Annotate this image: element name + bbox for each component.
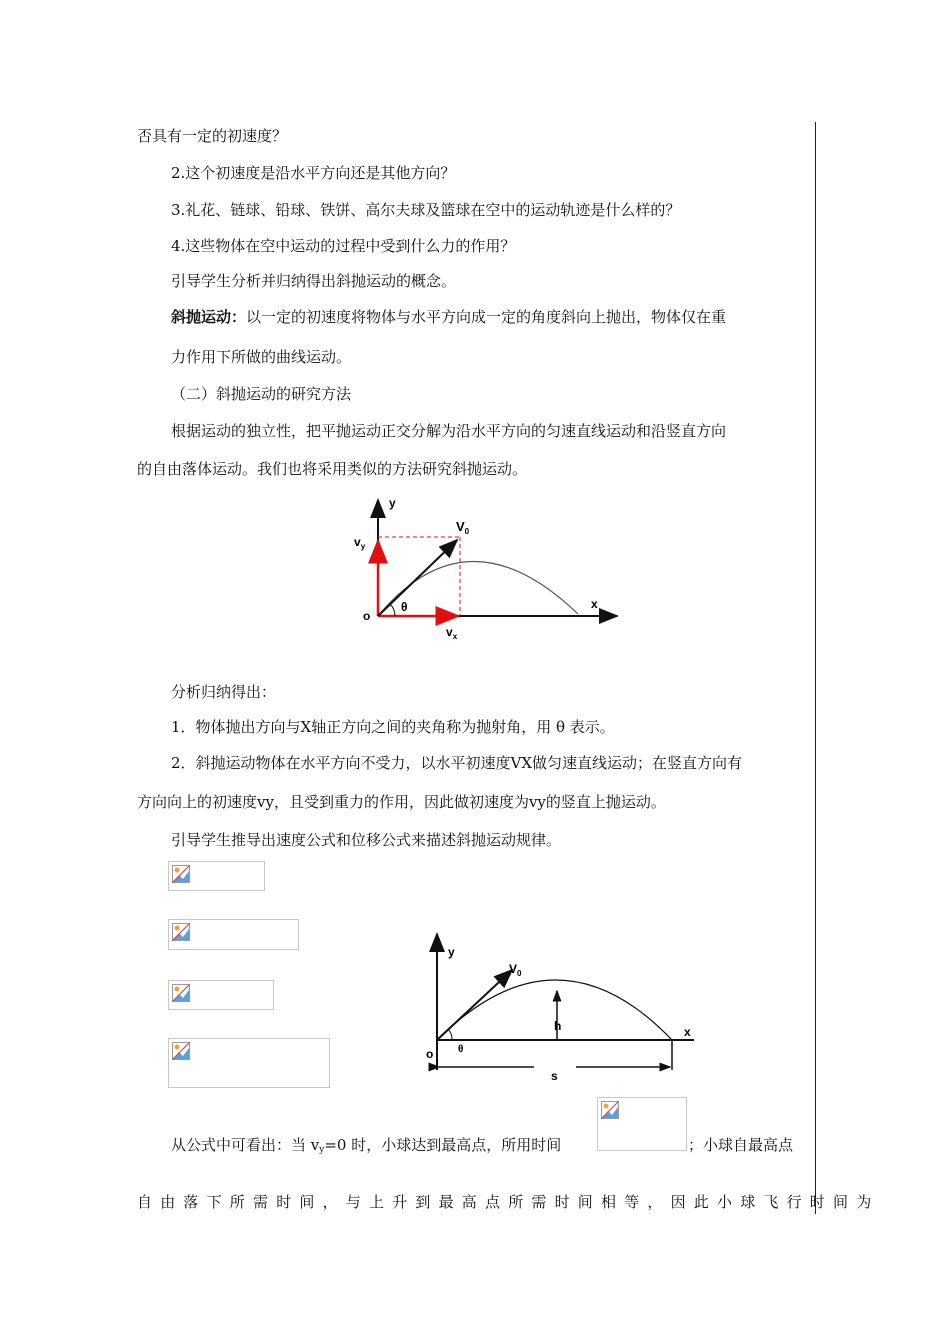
v0-arrow	[378, 540, 457, 616]
x-axis-label: x	[684, 1025, 691, 1039]
broken-image-icon	[172, 1042, 190, 1060]
theta-label: θ	[401, 600, 408, 614]
broken-image-icon	[172, 865, 190, 883]
origin-label: o	[363, 609, 371, 623]
paragraph-conclusion-tail: ；小球自最高点	[688, 1136, 794, 1154]
paragraph-conclusion: 从公式中可看出：当 $v_y=0$ 时，小球达到最高点，所用时间	[171, 1136, 562, 1155]
paragraph-method-2: 的自由落体运动。我们也将采用类似的方法研究斜抛运动。	[137, 460, 528, 478]
broken-image-icon	[601, 1101, 619, 1119]
x-axis-label: x	[591, 597, 598, 611]
paragraph-flight-time: 自由落下所需时间，与上升到最高点所需时间相等，因此小球飞行时间为	[137, 1193, 880, 1211]
theta-label: θ	[458, 1044, 464, 1055]
formula-image-4	[168, 1038, 330, 1088]
paragraph-method-1: 根据运动的独立性，把平抛运动正交分解为沿水平方向的匀速直线运动和沿竖直方向	[171, 422, 727, 440]
y-axis-label: y	[448, 945, 455, 959]
item-2-continued: 方向向上的初速度vy，且受到重力的作用，因此做初速度为vy的竖直上抛运动。	[137, 793, 666, 811]
broken-image-icon	[172, 984, 190, 1002]
definition-continued: 力作用下所做的曲线运动。	[171, 348, 352, 366]
question-2: 2.这个初速度是沿水平方向还是其他方向？	[171, 164, 456, 182]
definition	[171, 307, 726, 327]
formula-image-1	[168, 861, 265, 891]
broken-image-icon	[172, 923, 190, 941]
paragraph-guide: 引导学生分析并归纳得出斜抛运动的概念。	[171, 272, 457, 290]
definition-term: 斜抛运动：	[171, 308, 247, 326]
table-border-right	[815, 122, 816, 1214]
paragraph-1: 否具有一定的初速度？	[137, 127, 288, 145]
vx-label: $v_x$	[446, 625, 458, 641]
y-axis-label: y	[389, 496, 396, 510]
vy-label: $v_y$	[354, 535, 366, 551]
item-2: 2．斜抛运动物体在水平方向不受力，以水平初速度VX做匀速直线运动；在竖直方向有	[171, 754, 743, 772]
v0-label: $V_0$	[456, 519, 470, 536]
height-label: h	[554, 1019, 562, 1033]
question-4: 4.这些物体在空中运动的过程中受到什么力的作用？	[171, 237, 516, 255]
section-heading: （二）斜抛运动的研究方法	[171, 385, 352, 403]
trajectory-curve	[378, 561, 578, 616]
item-1: 1．物体抛出方向与X轴正方向之间的夹角称为抛射角，用 θ 表示。	[171, 718, 615, 736]
range-label: s	[551, 1069, 558, 1083]
theta-arc	[448, 1029, 452, 1040]
figure-projectile-trajectory	[420, 930, 705, 1085]
paragraph-derive: 引导学生推导出速度公式和位移公式来描述斜抛运动规律。	[171, 831, 562, 849]
origin-label: o	[426, 1047, 434, 1061]
formula-image-3	[168, 980, 274, 1010]
theta-arc	[390, 604, 395, 616]
definition-text: 以一定的初速度将物体与水平方向成一定的角度斜向上抛出，物体仅在重	[246, 308, 727, 326]
v0-label: $V_0$	[509, 962, 522, 978]
figure-velocity-decomposition	[345, 490, 635, 650]
question-3: 3.礼花、链球、铅球、铁饼、高尔夫球及篮球在空中的运动轨迹是什么样的？	[171, 201, 681, 219]
formula-image-2	[168, 919, 299, 950]
formula-image-time	[597, 1097, 687, 1151]
paragraph-summary: 分析归纳得出：	[171, 683, 277, 701]
